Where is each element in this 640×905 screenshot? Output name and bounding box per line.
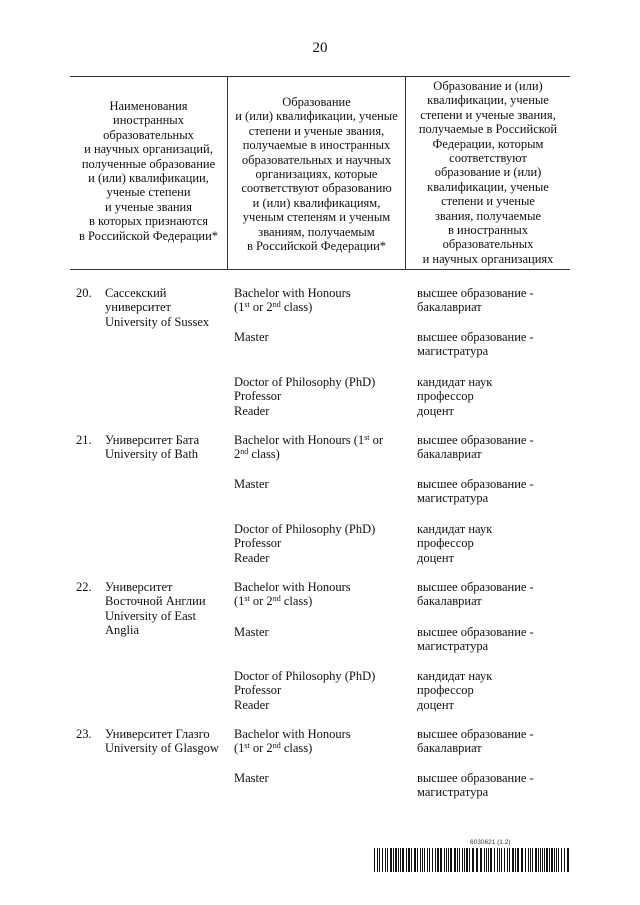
organization-line: University of Glasgow [105, 741, 219, 756]
organization-name [105, 286, 209, 329]
russian-equivalent [417, 522, 492, 565]
barcode-bar [377, 848, 378, 872]
barcode-bar [424, 848, 425, 872]
barcode-bar [462, 848, 463, 872]
barcode-bar [466, 848, 468, 872]
russian-equivalent-line: профессор [417, 536, 474, 551]
barcode-bar [435, 848, 436, 872]
russian-equivalent [417, 669, 492, 712]
russian-equivalent-line: доцент [417, 697, 454, 712]
russian-equivalent-line: профессор [417, 683, 474, 698]
foreign-qualification-line: Bachelor with Honours [234, 580, 351, 594]
foreign-qualification [234, 477, 269, 491]
barcode-bar [387, 848, 388, 872]
russian-equivalent-line: высшее образование - [417, 433, 534, 447]
foreign-qualification-line: Reader [234, 697, 270, 712]
barcode-code: 6030621 (1.2) [470, 839, 511, 846]
barcode-bar [385, 848, 386, 872]
foreign-qualification-line: Bachelor with Honours [234, 727, 351, 741]
russian-equivalent [417, 477, 534, 506]
barcode-bar [535, 848, 537, 872]
russian-equivalent [417, 330, 534, 359]
barcode-bar [408, 848, 410, 872]
foreign-qualification [234, 286, 351, 315]
barcode-bar [440, 848, 442, 872]
organization-line: Восточной Англии [105, 594, 206, 609]
russian-equivalent-line: кандидат наук [417, 669, 493, 683]
organization-name [105, 727, 219, 756]
barcode-bar [429, 848, 430, 872]
barcode-bar [546, 848, 548, 872]
barcode-bar [556, 848, 557, 872]
barcode-bar [432, 848, 433, 872]
foreign-qualification [234, 375, 375, 418]
foreign-qualification-line: Professor [234, 536, 282, 551]
foreign-qualification-line: Professor [234, 683, 282, 698]
barcode-bar [411, 848, 412, 872]
russian-equivalent-line: бакалавриат [417, 447, 482, 462]
barcode-bar [494, 848, 495, 872]
foreign-qualification [234, 625, 269, 639]
barcode-bar [532, 848, 533, 872]
foreign-qualification-line: Bachelor with Honours (1st or [234, 433, 384, 447]
russian-equivalent-line: бакалавриат [417, 300, 482, 315]
organization-name [105, 433, 199, 462]
barcode-bar [530, 848, 531, 872]
barcode-bar [521, 848, 523, 872]
organization-line: University of Bath [105, 447, 199, 462]
russian-equivalent-line: магистратура [417, 491, 489, 506]
barcode-bar [379, 848, 380, 872]
barcode-bar [558, 848, 559, 872]
russian-equivalent-line: магистратура [417, 785, 489, 800]
russian-equivalent [417, 286, 534, 315]
barcode-bar [446, 848, 447, 872]
foreign-qualification-line: Professor [234, 389, 282, 404]
organization-name [105, 580, 206, 638]
table-top-rule [70, 76, 570, 77]
barcode-bar [414, 848, 416, 872]
foreign-qualification-line: Master [234, 477, 269, 491]
foreign-qualification [234, 669, 375, 712]
header-col-foreign-qualifications: Образование и (или) квалификации, ученые степени и ученые звания, получаемые в иностранных образовательных и научных организациях, которые соответствуют образованию и (или) квалификациям, ученым степеням и ученым званиям, получаемым в Российской Федерации* [235, 95, 398, 254]
foreign-qualification-line: (1st or 2nd class) [234, 594, 313, 609]
organization-line: University of Sussex [105, 314, 210, 329]
organization-line: Anglia [105, 623, 140, 638]
barcode-bar [538, 848, 539, 872]
barcode-bar [472, 848, 474, 872]
barcode [374, 848, 572, 872]
foreign-qualification [234, 727, 351, 756]
header-col-russian-equivalents: Образование и (или) квалификации, ученые степени и ученые звания, получаемые в Российской Федерации, которым соответствуют образование и (или) квалификации, ученые степени и ученые звания, получаемые в иностранных образовательных и научных организациях [418, 79, 558, 266]
barcode-bar [488, 848, 489, 872]
barcode-bar [501, 848, 502, 872]
foreign-qualification-line: Master [234, 330, 269, 344]
foreign-qualification [234, 433, 383, 462]
barcode-bar [476, 848, 478, 872]
russian-equivalent-line: бакалавриат [417, 594, 482, 609]
barcode-bar [459, 848, 460, 872]
russian-equivalent-line: бакалавриат [417, 741, 482, 756]
organization-line: Университет [105, 580, 173, 594]
organization-line: Университет Бата [105, 433, 200, 447]
russian-equivalent-line: доцент [417, 550, 454, 565]
row-number: 23. [76, 727, 92, 741]
foreign-qualification [234, 330, 269, 344]
barcode-bar [499, 848, 500, 872]
foreign-qualification [234, 771, 269, 785]
russian-equivalent-line: высшее образование - [417, 580, 534, 594]
barcode-bar [417, 848, 418, 872]
foreign-qualification [234, 522, 375, 565]
barcode-bar [454, 848, 456, 872]
barcode-bar [561, 848, 562, 872]
barcode-bar [549, 848, 550, 872]
russian-equivalent-line: кандидат наук [417, 375, 493, 389]
page-number: 20 [312, 40, 328, 56]
barcode-bar [517, 848, 519, 872]
russian-equivalent-line: магистратура [417, 344, 489, 359]
russian-equivalent [417, 375, 492, 418]
barcode-bar [427, 848, 428, 872]
barcode-bar [448, 848, 449, 872]
barcode-bar [406, 848, 407, 872]
barcode-bar [437, 848, 439, 872]
russian-equivalent-line: высшее образование - [417, 286, 534, 300]
russian-equivalent [417, 771, 534, 800]
russian-equivalent [417, 580, 534, 609]
russian-equivalent [417, 727, 534, 756]
barcode-bar [490, 848, 492, 872]
russian-equivalent-line: высшее образование - [417, 330, 534, 344]
barcode-bar [480, 848, 482, 872]
barcode-bar [512, 848, 514, 872]
barcode-bar [393, 848, 394, 872]
foreign-qualification-line: Reader [234, 550, 270, 565]
russian-equivalent-line: доцент [417, 403, 454, 418]
foreign-qualification-line: Reader [234, 403, 270, 418]
barcode-bar [400, 848, 401, 872]
barcode-bar [564, 848, 565, 872]
foreign-qualification-line: 2nd class) [234, 447, 280, 462]
organization-line: Университет Глазго [105, 727, 210, 741]
russian-equivalent-line: профессор [417, 389, 474, 404]
organization-line: университет [105, 300, 171, 315]
foreign-qualification-line: Master [234, 771, 269, 785]
russian-equivalent-line: высшее образование - [417, 477, 534, 491]
foreign-qualification-line: Bachelor with Honours [234, 286, 351, 300]
barcode-bar [528, 848, 529, 872]
barcode-bar [464, 848, 465, 872]
russian-equivalent-line: высшее образование - [417, 727, 534, 741]
row-number: 22. [76, 580, 92, 594]
row-number: 21. [76, 433, 92, 447]
barcode-bar [542, 848, 543, 872]
foreign-qualification-line: (1st or 2nd class) [234, 741, 313, 756]
foreign-qualification-line: Doctor of Philosophy (PhD) [234, 375, 376, 389]
russian-equivalent [417, 433, 534, 462]
barcode-bar [515, 848, 516, 872]
foreign-qualification-line: Doctor of Philosophy (PhD) [234, 522, 376, 536]
barcode-bar [444, 848, 445, 872]
russian-equivalent-line: высшее образование - [417, 771, 534, 785]
barcode-bar [540, 848, 541, 872]
barcode-bar [450, 848, 452, 872]
foreign-qualification-line: Master [234, 625, 269, 639]
barcode-bar [402, 848, 404, 872]
barcode-bar [469, 848, 470, 872]
foreign-qualification [234, 580, 351, 609]
organization-line: Сассекский [105, 286, 167, 300]
barcode-bar [525, 848, 526, 872]
barcode-bar [554, 848, 555, 872]
barcode-bar [420, 848, 421, 872]
foreign-qualification-line: (1st or 2nd class) [234, 300, 313, 315]
row-number: 20. [76, 286, 92, 300]
barcode-bar [382, 848, 383, 872]
russian-equivalent-line: кандидат наук [417, 522, 493, 536]
header-col-organizations: Наименования иностранных образовательных и научных организаций, полученные образование и (или) квалификации, ученые степени и ученые звания в которых признаются в Российской Федерации* [78, 99, 219, 243]
barcode-bar [497, 848, 498, 872]
russian-equivalent-line: высшее образование - [417, 625, 534, 639]
russian-equivalent-line: магистратура [417, 639, 489, 654]
barcode-bar [484, 848, 485, 872]
barcode-bar [422, 848, 423, 872]
barcode-bar [567, 848, 569, 872]
barcode-bar [390, 848, 392, 872]
barcode-bar [509, 848, 510, 872]
barcode-bar [398, 848, 399, 872]
russian-equivalent [417, 625, 534, 654]
barcode-bar [551, 848, 553, 872]
barcode-bar [504, 848, 505, 872]
barcode-bar [457, 848, 458, 872]
organization-line: University of East [105, 608, 196, 623]
barcode-bar [544, 848, 545, 872]
barcode-bar [507, 848, 508, 872]
barcode-bar [374, 848, 375, 872]
table-header-rule [70, 269, 570, 270]
barcode-bar [486, 848, 487, 872]
barcode-bar [395, 848, 397, 872]
foreign-qualification-line: Doctor of Philosophy (PhD) [234, 669, 376, 683]
